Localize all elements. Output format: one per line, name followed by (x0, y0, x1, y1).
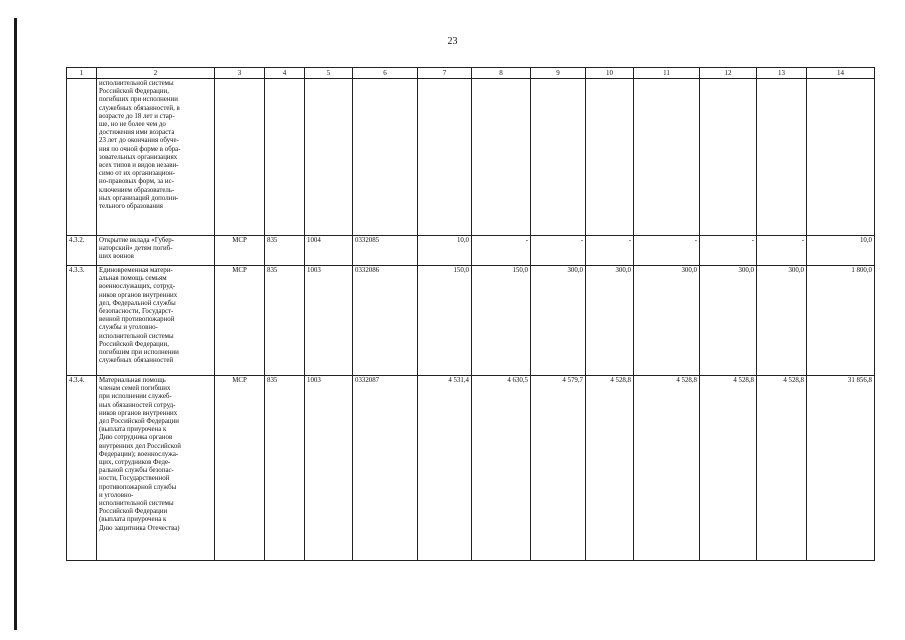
code-col-6 (353, 79, 418, 236)
value-col-11: - (634, 236, 700, 266)
item-description: исполнительной системы Российской Федерации, погибших при исполнении служебных обязанностей, в возрасте до 18 лет и стар- ше, но не более чем до достижения ими возраста 23 лет до окончания обуче- ния по очной форме в обра- зовательных организациях всех типов и видов незави- симо от их организацион- но-правовых форм, за ис- ключением образователь- ных организаций дополни- тельного образования (97, 79, 215, 236)
value-col-12: - (700, 236, 757, 266)
code-col-6: 0332085 (353, 236, 418, 266)
column-header: 9 (531, 68, 586, 79)
column-header: 3 (215, 68, 265, 79)
page-number: 23 (447, 36, 458, 47)
column-header: 7 (418, 68, 472, 79)
value-col-10: - (586, 236, 634, 266)
code-col-6: 0332086 (353, 266, 418, 376)
value-col-13: 300,0 (757, 266, 807, 376)
value-col-10: 4 528,8 (586, 376, 634, 561)
column-header: 8 (472, 68, 531, 79)
item-number: 4.3.4. (67, 376, 97, 561)
column-header: 2 (97, 68, 215, 79)
table-row (67, 236, 875, 266)
code-col-5: 1004 (305, 236, 353, 266)
code-col-6: 0332087 (353, 376, 418, 561)
column-header: 11 (634, 68, 700, 79)
value-col-12: 300,0 (700, 266, 757, 376)
column-number-row (67, 68, 875, 79)
value-col-14 (807, 79, 875, 236)
value-col-7: 150,0 (418, 266, 472, 376)
item-description: Единовременная матери- альная помощь семьям военнослужащих, сотруд- ников органов внутренних дел, Федеральной службы безопасности, Государст- венной противопожарной службы и уголовно- исполнительной системы Российской Федерации, погибшим при исполнении служебных обязанностей (97, 266, 215, 376)
responsible-body: МСР (215, 236, 265, 266)
value-col-10 (586, 79, 634, 236)
value-col-9: - (531, 236, 586, 266)
value-col-14: 31 856,8 (807, 376, 875, 561)
value-col-8: 4 630,5 (472, 376, 531, 561)
code-col-4 (265, 79, 305, 236)
value-col-11 (634, 79, 700, 236)
column-header: 5 (305, 68, 353, 79)
value-col-7: 10,0 (418, 236, 472, 266)
scan-margin-line (14, 18, 17, 630)
item-number (67, 79, 97, 236)
code-col-5: 1003 (305, 266, 353, 376)
column-header: 1 (67, 68, 97, 79)
table-row (67, 376, 875, 561)
code-col-4: 835 (265, 236, 305, 266)
table-row (67, 79, 875, 236)
value-col-10: 300,0 (586, 266, 634, 376)
column-header: 14 (807, 68, 875, 79)
value-col-9: 300,0 (531, 266, 586, 376)
item-description: Открытие вклада «Губер- наторский» детям погиб- ших воинов (97, 236, 215, 266)
code-col-4: 835 (265, 376, 305, 561)
column-header: 12 (700, 68, 757, 79)
table-row (67, 266, 875, 376)
item-description: Материальная помощь членам семей погибших при исполнении служеб- ных обязанностей сотруд- ников органов внутренних дел Российской Федерации (выплата приурочена к Дню сотрудника органов внутренних дел Российской Федерации); военнослужа- щих, сотрудников Феде- ральной службы безопас- ности, Государственной противопожарной службы и уголовно- исполнительной системы Российской Федерации (выплата приурочена к Дню защитника Отечества) (97, 376, 215, 561)
value-col-7 (418, 79, 472, 236)
item-number: 4.3.3. (67, 266, 97, 376)
responsible-body: МСР (215, 266, 265, 376)
code-col-5 (305, 79, 353, 236)
item-number: 4.3.2. (67, 236, 97, 266)
value-col-9 (531, 79, 586, 236)
value-col-13: 4 528,8 (757, 376, 807, 561)
responsible-body: МСР (215, 376, 265, 561)
value-col-12: 4 528,8 (700, 376, 757, 561)
column-header: 10 (586, 68, 634, 79)
value-col-8 (472, 79, 531, 236)
value-col-11: 4 528,8 (634, 376, 700, 561)
column-header: 13 (757, 68, 807, 79)
column-header: 6 (353, 68, 418, 79)
value-col-13 (757, 79, 807, 236)
value-col-14: 10,0 (807, 236, 875, 266)
value-col-11: 300,0 (634, 266, 700, 376)
value-col-14: 1 800,0 (807, 266, 875, 376)
budget-table (66, 67, 875, 561)
value-col-8: 150,0 (472, 266, 531, 376)
code-col-5: 1003 (305, 376, 353, 561)
column-header: 4 (265, 68, 305, 79)
value-col-12 (700, 79, 757, 236)
value-col-9: 4 579,7 (531, 376, 586, 561)
responsible-body (215, 79, 265, 236)
value-col-7: 4 531,4 (418, 376, 472, 561)
code-col-4: 835 (265, 266, 305, 376)
value-col-13: - (757, 236, 807, 266)
value-col-8: - (472, 236, 531, 266)
